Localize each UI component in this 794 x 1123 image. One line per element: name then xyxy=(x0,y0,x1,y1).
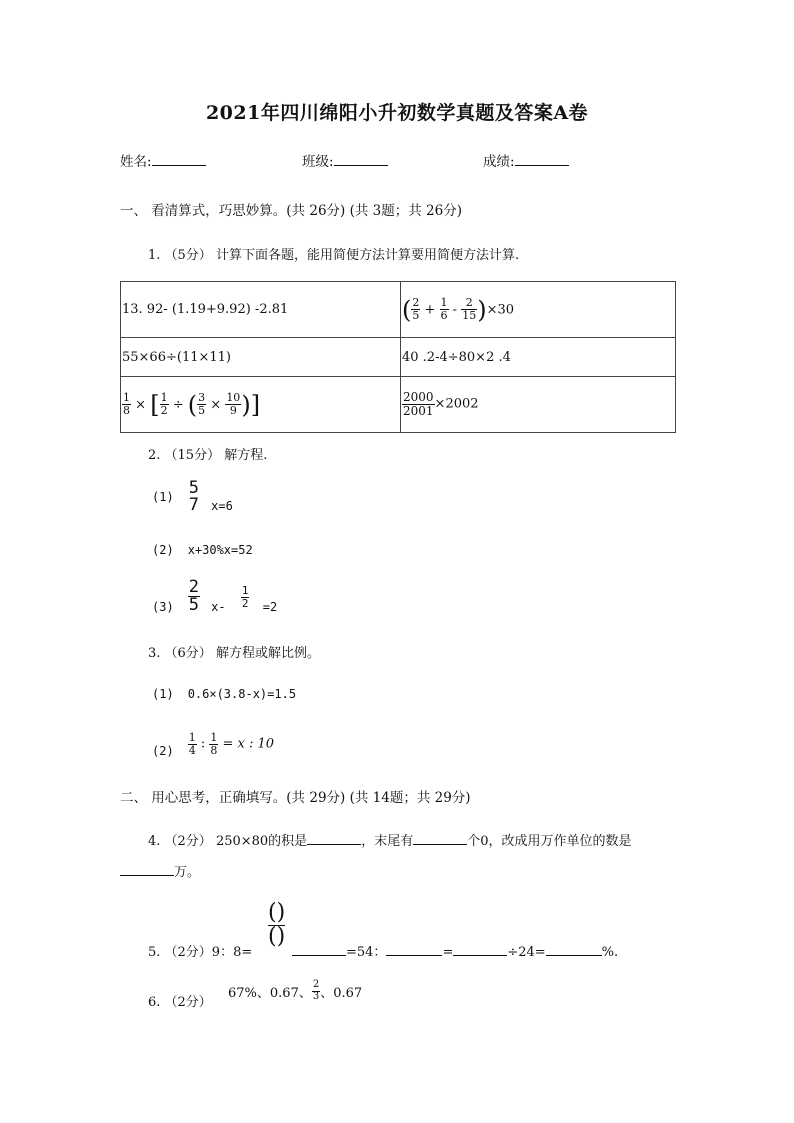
part-number: (2) xyxy=(152,543,174,557)
fraction: $\frac{10}{9}$ xyxy=(226,391,241,417)
paren-open: ( xyxy=(402,295,412,324)
page-title: 2021年四川绵阳小升初数学真题及答案A卷 xyxy=(205,102,589,124)
equation-text: =2 xyxy=(262,599,278,614)
paren-open: ( xyxy=(187,390,198,419)
fraction: $\frac{1}{6}$ xyxy=(440,296,448,322)
question-text: 67%、0.67、 xyxy=(228,985,312,1001)
name-field[interactable] xyxy=(120,150,206,170)
colon-sign: : xyxy=(200,736,206,752)
score-field[interactable] xyxy=(483,150,569,170)
answer-blank[interactable] xyxy=(292,943,346,956)
calc-cell xyxy=(121,282,401,338)
part-number: (1) xyxy=(152,687,174,701)
equation-text: x=6 xyxy=(211,499,233,513)
q6-label: 6. （2分） xyxy=(148,995,212,1010)
part-number: (2) xyxy=(152,744,174,758)
expr-text: 13. 92- (1.19+9.92) -2.81 xyxy=(122,302,289,317)
q2-part1 xyxy=(152,480,233,514)
answer-blank[interactable] xyxy=(546,943,602,956)
q2-part2 xyxy=(152,543,253,557)
fraction: $\frac{3}{5}$ xyxy=(198,391,206,417)
fraction: $\frac{2}{5}$ xyxy=(188,577,199,615)
fraction: $\frac{2}{15}$ xyxy=(462,296,477,322)
question-text: ÷24= xyxy=(507,945,546,960)
section2-heading: 二、 用心思考，正确填写。(共 29分) (共 14题；共 29分) xyxy=(120,790,471,806)
section1-heading: 一、 看清算式，巧思妙算。(共 26分) (共 3题；共 26分) xyxy=(120,203,462,219)
fraction: $\frac{1}{2}$ xyxy=(241,584,249,610)
fraction: $\frac{2000}{2001}$ xyxy=(403,390,434,418)
q2-part3 xyxy=(152,579,277,614)
q5-equation xyxy=(292,941,618,960)
equation-text: x+30%x=52 xyxy=(187,543,253,557)
score-label: 成绩: xyxy=(483,154,515,170)
question-text: = xyxy=(442,945,454,960)
calc-table xyxy=(120,281,676,433)
question-text: 万。 xyxy=(174,865,201,880)
q4-line1 xyxy=(148,830,631,849)
q3-part1 xyxy=(152,687,296,701)
calc-cell: ( $\frac{2}{5}$ + $\frac{1}{6}$ - $\frac{2}{15}$ )×30 xyxy=(401,282,676,338)
q3-part2 xyxy=(152,730,274,758)
expr-text: 40 .2-4÷80×2 .4 xyxy=(402,349,511,365)
times-sign: × xyxy=(135,397,147,412)
name-label: 姓名: xyxy=(120,154,152,170)
q1-label: 1. （5分） 计算下面各题，能用简便方法计算要用简便方法计算. xyxy=(148,248,520,263)
fraction: $\frac{1}{8}$ xyxy=(123,391,130,417)
answer-blank[interactable] xyxy=(120,863,174,876)
fraction: $\frac{1}{2}$ xyxy=(160,391,168,417)
expr-text: 55×66÷(11×11) xyxy=(122,349,231,365)
answer-blank[interactable] xyxy=(453,943,507,956)
class-label: 班级: xyxy=(302,154,334,170)
answer-blank[interactable] xyxy=(307,832,361,845)
question-text: 4. （2分） 250×80的积是 xyxy=(148,834,308,849)
expr-text: ×30 xyxy=(486,302,515,317)
q5-label: 5. （2分）9：8= xyxy=(148,945,253,960)
bracket-close: ] xyxy=(250,390,261,419)
q2-label: 2. （15分） 解方程. xyxy=(148,448,268,463)
q6-expression xyxy=(228,980,362,1002)
question-text: ，末尾有 xyxy=(361,834,414,849)
equation-text: = x : 10 xyxy=(222,736,275,752)
question-text: 、0.67 xyxy=(320,985,363,1001)
paren-close: ) xyxy=(477,295,487,324)
equation-text: 0.6×(3.8-x)=1.5 xyxy=(187,687,297,701)
times-sign: × xyxy=(210,397,222,412)
score-blank[interactable] xyxy=(515,153,569,166)
calc-cell xyxy=(401,377,676,433)
part-number: (1) xyxy=(152,490,174,504)
answer-blank[interactable] xyxy=(413,832,467,845)
fraction: $\frac{1}{4}$ xyxy=(188,730,196,757)
fraction-numerator: () xyxy=(268,900,286,925)
answer-blank[interactable] xyxy=(386,943,442,956)
paren-close: ) xyxy=(241,390,251,419)
class-field[interactable] xyxy=(302,150,388,170)
fraction: 5 7 xyxy=(188,478,199,515)
fraction: $\frac{2}{3}$ xyxy=(312,979,320,1002)
class-blank[interactable] xyxy=(334,153,388,166)
q5-fraction xyxy=(268,902,285,948)
q4-line2 xyxy=(120,861,200,880)
question-text: 个0，改成用万作单位的数是 xyxy=(467,834,632,849)
equation-text: x- xyxy=(211,599,226,614)
calc-cell xyxy=(121,377,401,433)
expr-text: ×2002 xyxy=(434,397,479,412)
name-blank[interactable] xyxy=(152,153,206,166)
question-text: =54： xyxy=(346,945,387,960)
fraction-denominator: () xyxy=(268,924,286,949)
fraction: $\frac{1}{8}$ xyxy=(210,730,218,757)
question-text: %. xyxy=(601,945,619,960)
calc-cell xyxy=(121,338,401,377)
part-number: (3) xyxy=(152,599,174,614)
fraction: $\frac{2}{5}$ xyxy=(412,296,420,322)
div-sign: ÷ xyxy=(172,397,184,412)
calc-cell xyxy=(401,338,676,377)
bracket-open: [ xyxy=(150,390,160,419)
q3-label: 3. （6分） 解方程或解比例。 xyxy=(148,646,320,661)
